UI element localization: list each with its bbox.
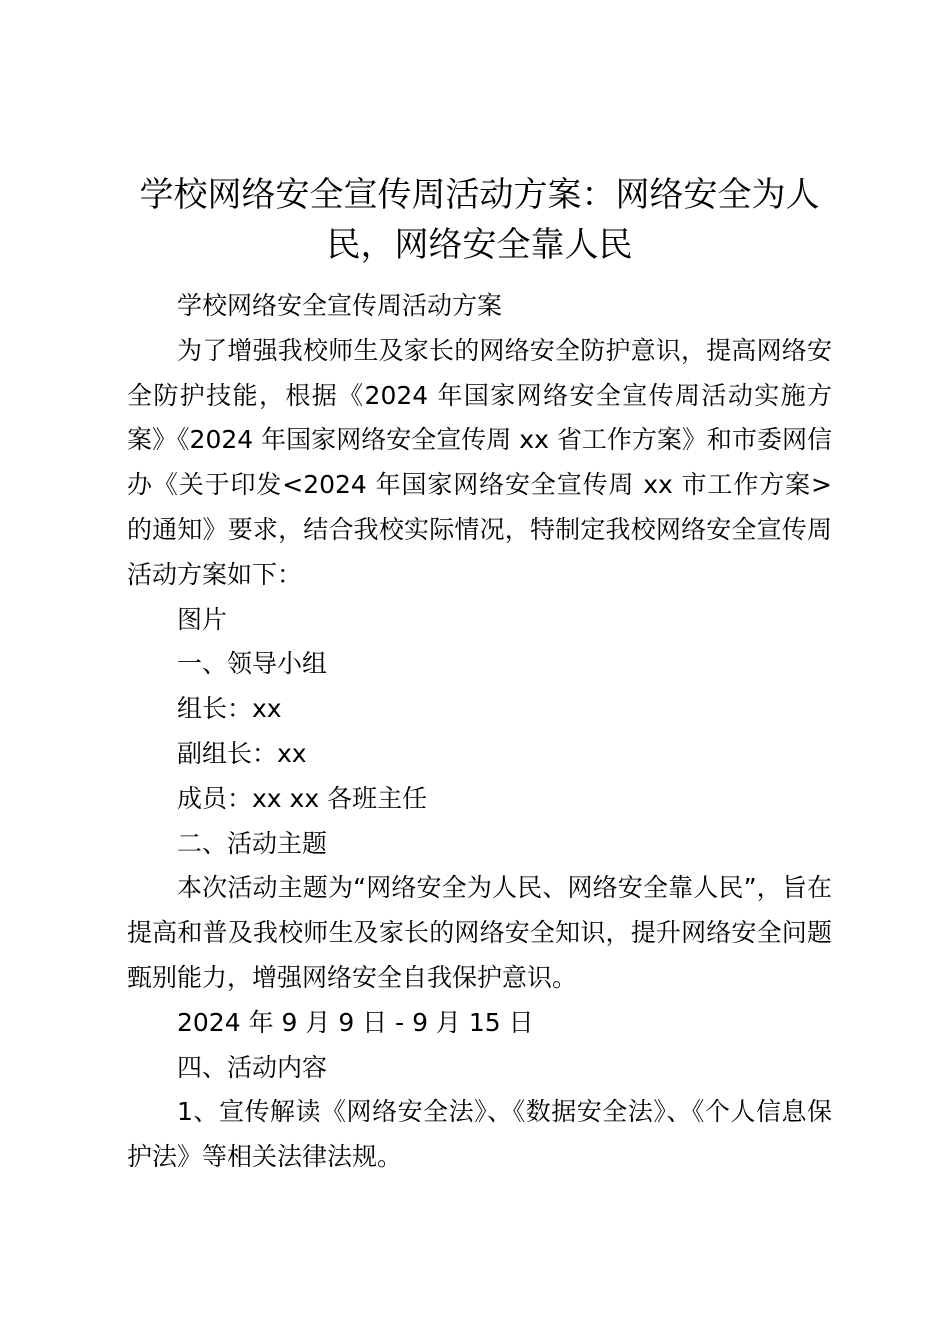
heading-leadership-group: 一、领导小组: [177, 649, 328, 679]
document-content: [127, 170, 832, 1180]
paragraph-activity-dates: 2024 年 9 月 9 日 - 9 月 15 日: [177, 1007, 534, 1037]
paragraph-subtitle: 学校网络安全宣传周活动方案: [177, 291, 503, 320]
paragraph-theme-description: 本次活动主题为“网络安全为人民、网络安全靠人民”，旨在提高和普及我校师生及家长的网络安全知识，提升网络安全问题甄别能力，增强网络安全自我保护意识。: [127, 873, 832, 992]
paragraph-deputy-leader: 副组长：xx: [177, 738, 307, 768]
paragraph-group-leader: 组长：xx: [177, 694, 282, 724]
document-body: [127, 284, 832, 1180]
heading-activity-theme: 二、活动主题: [177, 828, 328, 858]
document-title: 学校网络安全宣传周活动方案：网络安全为人民，网络安全靠人民: [139, 175, 820, 265]
paragraph-intro: 为了增强我校师生及家长的网络安全防护意识，提高网络安全防护技能，根据《2024 年国家网络安全宣传周活动实施方案》《2024 年国家网络安全宣传周 xx 省工作方案》和市委网信办《关于印发<2024 年国家网络安全宣传周 xx 市工作方案>的通知》要求，结合我校实际情况，特制定我校网络安全宣传周活动方案如下：: [127, 335, 832, 589]
paragraph-members: 成员：xx xx 各班主任: [177, 783, 428, 813]
paragraph-content-item-1: 1、宣传解读《网络安全法》、《数据安全法》、《个人信息保护法》等相关法律法规。: [127, 1097, 832, 1172]
heading-activity-content: 四、活动内容: [177, 1052, 328, 1082]
paragraph-image-placeholder: 图片: [177, 604, 228, 634]
